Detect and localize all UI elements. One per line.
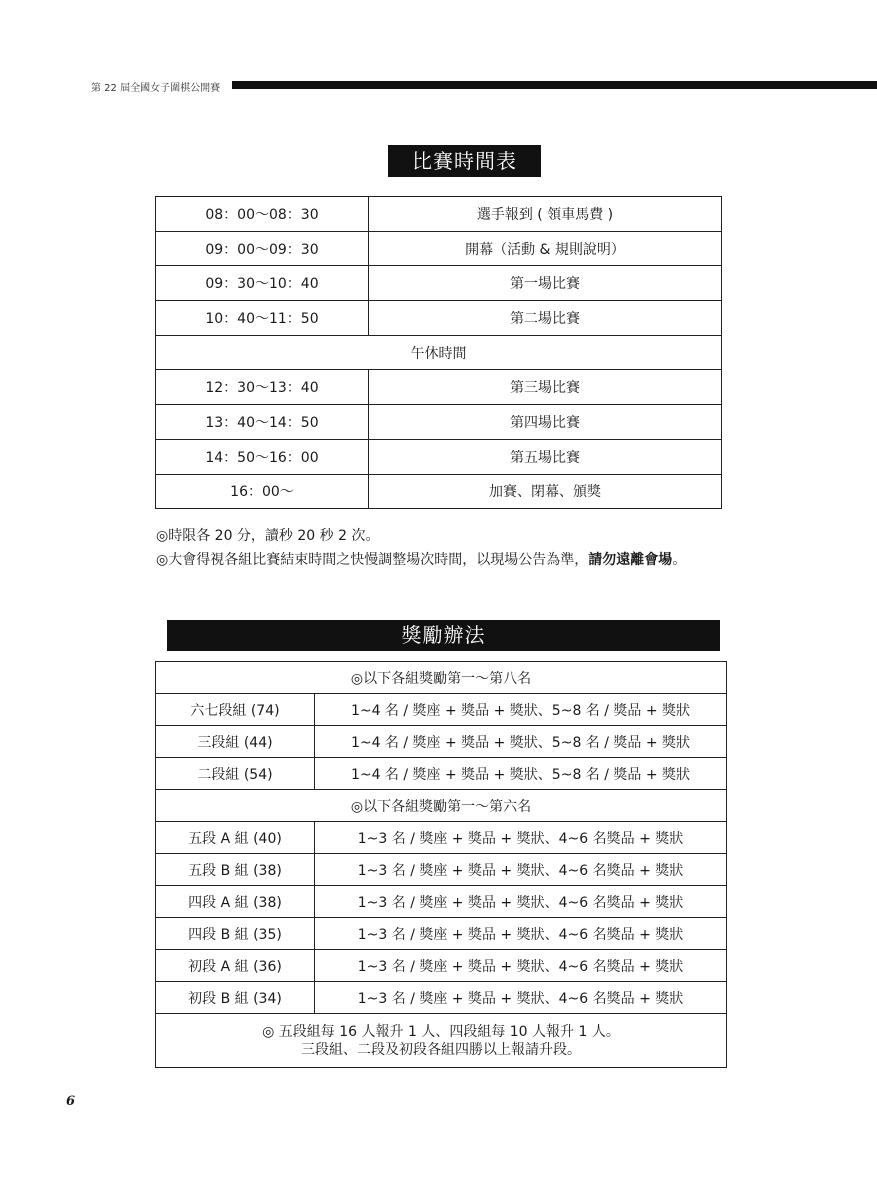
schedule-row	[156, 439, 722, 474]
event-cell: 加賽、閉幕、頒獎	[369, 474, 722, 509]
awards-row	[156, 950, 727, 982]
notes	[156, 524, 686, 572]
schedule-row	[156, 231, 722, 266]
group-cell: 三段組 (44)	[156, 726, 315, 758]
schedule-row	[156, 301, 722, 336]
group-cell: 六七段組 (74)	[156, 694, 315, 726]
time-cell: 10：40～11：50	[156, 301, 369, 336]
group-cell: 二段組 (54)	[156, 758, 315, 790]
schedule-row	[156, 474, 722, 509]
event-cell: 第三場比賽	[369, 370, 722, 405]
group-cell: 初段 B 組 (34)	[156, 982, 315, 1014]
awards-title: 獎勵辦法	[167, 620, 720, 651]
awards-row	[156, 886, 727, 918]
group-cell: 五段 A 組 (40)	[156, 822, 315, 854]
schedule-title: 比賽時間表	[388, 145, 541, 177]
time-cell: 14：50～16：00	[156, 439, 369, 474]
header-title: 第 22 屆全國女子圍棋公開賽	[91, 83, 221, 94]
awards-row	[156, 822, 727, 854]
schedule-row	[156, 335, 722, 370]
break-cell: 午休時間	[156, 335, 722, 370]
running-header	[91, 79, 220, 94]
event-cell: 開幕（活動 & 規則說明）	[369, 231, 722, 266]
prize-cell: 1~3 名 / 獎座 + 獎品 + 獎狀、4~6 名獎品 + 獎狀	[315, 854, 727, 886]
note-warning: 請勿遠離會場	[588, 552, 673, 568]
promotion-note	[156, 1014, 727, 1068]
event-cell: 選手報到 ( 領車馬費 )	[369, 197, 722, 232]
schedule-row	[156, 197, 722, 232]
prize-cell: 1~4 名 / 獎座 + 獎品 + 獎狀、5~8 名 / 獎品 + 獎狀	[315, 694, 727, 726]
awards-row	[156, 758, 727, 790]
page-number: 6	[66, 1094, 76, 1109]
prize-cell: 1~4 名 / 獎座 + 獎品 + 獎狀、5~8 名 / 獎品 + 獎狀	[315, 758, 727, 790]
awards-table	[155, 661, 727, 1068]
note-end: 。	[672, 552, 687, 568]
awards-row	[156, 918, 727, 950]
prize-cell: 1~3 名 / 獎座 + 獎品 + 獎狀、4~6 名獎品 + 獎狀	[315, 950, 727, 982]
note-text: ◎大會得視各組比賽結束時間之快慢調整場次時間，以現場公告為準，	[156, 552, 589, 568]
promotion-note-line1: ◎ 五段組每 16 人報升 1 人、四段組每 10 人報升 1 人。	[262, 1023, 620, 1040]
schedule-table	[155, 196, 722, 509]
awards-row	[156, 662, 727, 694]
prize-cell: 1~3 名 / 獎座 + 獎品 + 獎狀、4~6 名獎品 + 獎狀	[315, 886, 727, 918]
schedule-row	[156, 266, 722, 301]
group-cell: 五段 B 組 (38)	[156, 854, 315, 886]
event-cell: 第二場比賽	[369, 301, 722, 336]
event-cell: 第五場比賽	[369, 439, 722, 474]
group-cell: 四段 A 組 (38)	[156, 886, 315, 918]
time-cell: 16：00～	[156, 474, 369, 509]
note-time-limit: ◎時限各 20 分，讀秒 20 秒 2 次。	[156, 528, 380, 544]
awards-footer-row	[156, 1014, 727, 1068]
time-cell: 08：00～08：30	[156, 197, 369, 232]
schedule-row	[156, 405, 722, 440]
group-cell: 初段 A 組 (36)	[156, 950, 315, 982]
event-cell: 第四場比賽	[369, 405, 722, 440]
promotion-note-line2: 三段組、二段及初段各組四勝以上報請升段。	[301, 1041, 581, 1058]
awards-row	[156, 726, 727, 758]
awards-section-header: ◎以下各組獎勵第一～第八名	[156, 662, 727, 694]
group-cell: 四段 B 組 (35)	[156, 918, 315, 950]
awards-row	[156, 982, 727, 1014]
prize-cell: 1~3 名 / 獎座 + 獎品 + 獎狀、4~6 名獎品 + 獎狀	[315, 918, 727, 950]
time-cell: 09：30～10：40	[156, 266, 369, 301]
awards-row	[156, 854, 727, 886]
awards-section-header: ◎以下各組獎勵第一～第六名	[156, 790, 727, 822]
schedule-row	[156, 370, 722, 405]
awards-row	[156, 694, 727, 726]
time-cell: 13：40～14：50	[156, 405, 369, 440]
time-cell: 12：30～13：40	[156, 370, 369, 405]
prize-cell: 1~3 名 / 獎座 + 獎品 + 獎狀、4~6 名獎品 + 獎狀	[315, 982, 727, 1014]
awards-row	[156, 790, 727, 822]
prize-cell: 1~3 名 / 獎座 + 獎品 + 獎狀、4~6 名獎品 + 獎狀	[315, 822, 727, 854]
event-cell: 第一場比賽	[369, 266, 722, 301]
prize-cell: 1~4 名 / 獎座 + 獎品 + 獎狀、5~8 名 / 獎品 + 獎狀	[315, 726, 727, 758]
time-cell: 09：00～09：30	[156, 231, 369, 266]
note-schedule-adjust	[156, 548, 686, 572]
header-rule	[232, 81, 877, 89]
